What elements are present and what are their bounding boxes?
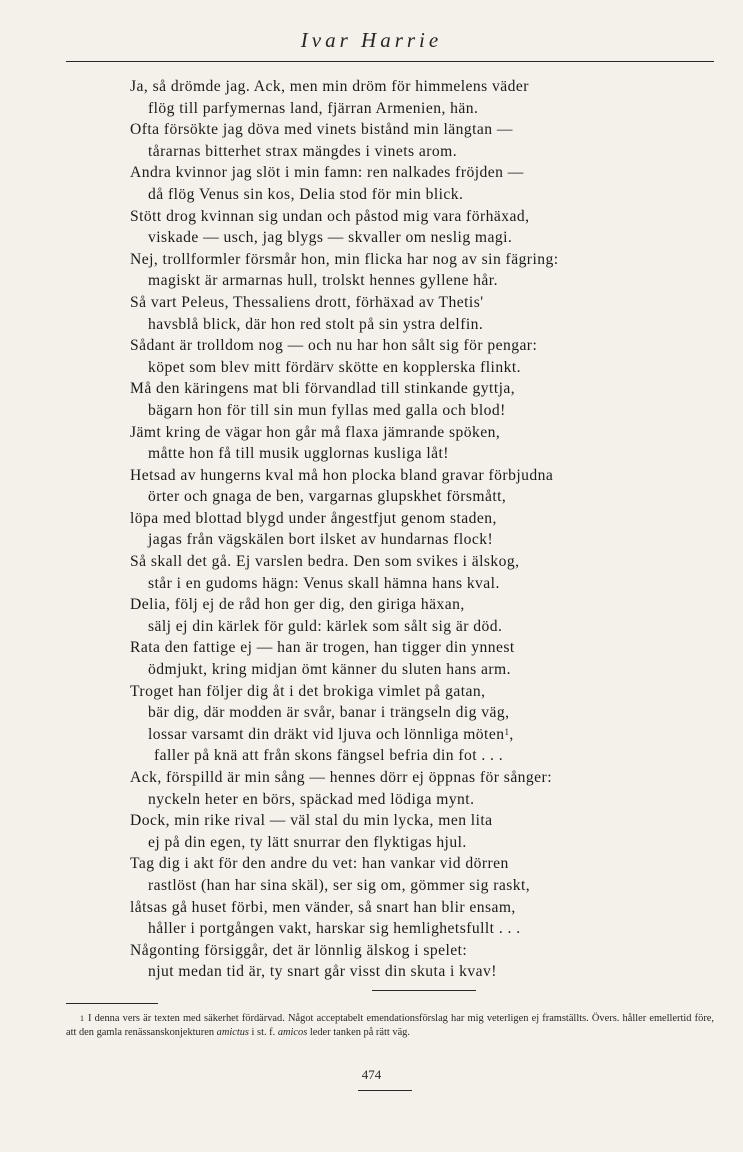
poem-line: flög till parfymernas land, fjärran Armenien, hän.: [148, 99, 479, 117]
footnote-text: i st. f.: [248, 1027, 278, 1038]
footnote-latin-term: amictus: [216, 1027, 249, 1038]
poem-line: Nej, trollformler försmår hon, min flicka har nog av sin fägring:: [130, 250, 559, 268]
poem-line: då flög Venus sin kos, Delia stod för min blick.: [148, 185, 464, 203]
poem: [130, 76, 690, 983]
poem-line: Ja, så drömde jag. Ack, men min dröm för himmelens väder: [130, 78, 529, 95]
poem-line: Stött drog kvinnan sig undan och påstod mig vara förhäxad,: [130, 207, 530, 225]
poem-line: måtte hon få till musik ugglornas kusliga låt!: [148, 445, 449, 463]
poem-line: står i en gudoms hägn: Venus skall hämna hans kval.: [148, 574, 500, 592]
poem-line: Rata den fattige ej — han är trogen, han tigger din ynnest: [130, 639, 515, 657]
page-number-rule: [358, 1090, 412, 1091]
poem-line: Ack, förspilld är min sång — hennes dörr ej öppnas för sånger:: [130, 769, 552, 786]
poem-line: Hetsad av hungerns kval må hon plocka bland gravar förbjudna: [130, 466, 554, 484]
poem-line: bär dig, där modden är svår, banar i trängseln dig väg,: [148, 704, 510, 722]
poem-line: låtsas gå huset förbi, men vänder, så snart han blir ensam,: [130, 898, 516, 916]
poem-line: faller på knä att från skons fängsel befria din fot . . .: [154, 747, 504, 765]
footnote-marker: 1: [80, 1014, 84, 1023]
footnote-latin-term: amicos: [277, 1027, 308, 1038]
poem-line: Så vart Peleus, Thessaliens drott, förhäxad av Thetis': [130, 293, 484, 311]
poem-line: Delia, följ ej de råd hon ger dig, den giriga häxan,: [130, 596, 465, 614]
poem-line: jagas från vägskälen bort ilsket av hundarnas flock!: [148, 531, 494, 549]
poem-line: bägarn hon för till sin mun fyllas med galla och blod!: [148, 401, 506, 419]
footnote-text: leder tanken på rätt väg.: [307, 1027, 410, 1038]
poem-line: ej på din egen, ty lätt snurrar den flyktigas hjul.: [148, 833, 467, 851]
poem-line: sälj ej din kärlek för guld: kärlek som sålt sig är död.: [148, 617, 503, 635]
poem-line-with-note: [130, 724, 690, 746]
poem-line: Ofta försökte jag döva med vinets bistånd min längtan —: [130, 121, 513, 139]
poem-line: Någonting försiggår, det är lönnlig älskog i spelet:: [130, 941, 468, 959]
poem-line: Tag dig i akt för den andre du vet: han vankar vid dörren: [130, 855, 509, 873]
poem-line: Troget han följer dig åt i det brokiga vimlet på gatan,: [130, 682, 486, 700]
poem-line: havsblå blick, där hon red stolt på sin ystra delfin.: [148, 315, 484, 333]
footnote-rule: [66, 1003, 158, 1004]
running-header: Ivar Harrie: [300, 28, 443, 52]
poem-line: Må den käringens mat bli förvandlad till stinkande gyttja,: [130, 380, 516, 398]
poem-line: Så skall det gå. Ej varslen bedra. Den som svikes i älskog,: [130, 553, 520, 571]
poem-line: rastlöst (han har sina skäl), ser sig om, gömmer sig raskt,: [148, 876, 531, 894]
poem-line-punctuation: ,: [509, 725, 514, 743]
poem-line: löpa med blottad blygd under ångestfjut genom staden,: [130, 509, 497, 527]
poem-line: viskade — usch, jag blygs — skvaller om neslig magi.: [148, 229, 513, 247]
page-number: 474: [361, 1067, 382, 1082]
poem-line: örter och gnaga de ben, vargarnas glupskhet försmått,: [148, 488, 507, 506]
header-rule: [66, 61, 714, 62]
poem-line: köpet som blev mitt fördärv skötte en kopplerska flinkt.: [148, 358, 521, 376]
footnote-reference: 1: [504, 726, 510, 737]
poem-line: Andra kvinnor jag slöt i min famn: ren nalkades fröjden —: [130, 164, 524, 182]
poem-line: Dock, min rike rival — väl stal du min lycka, men lita: [130, 812, 493, 830]
poem-line: tårarnas bitterhet strax mängdes i vinets arom.: [148, 142, 458, 160]
footnote-text: I denna vers är texten med säkerhet fördärvad. Något acceptabelt emendationsförslag har mig veterligen ej framställts. Övers. håller emellertid före, att den gamla renässanskonjekturen: [66, 1013, 714, 1038]
poem-line: magiskt är armarnas hull, trolskt hennes gyllene hår.: [148, 272, 498, 290]
poem-line: ödmjukt, kring midjan ömt känner du sluten hans arm.: [148, 661, 511, 679]
footnote: [66, 1012, 714, 1040]
poem-line: nyckeln heter en börs, späckad med lödiga mynt.: [148, 790, 475, 808]
poem-line: njut medan tid är, ty snart går visst din skuta i kvav!: [148, 963, 497, 981]
poem-end-rule: [372, 990, 476, 991]
poem-line: Sådant är trolldom nog — och nu har hon sålt sig för pengar:: [130, 337, 538, 355]
poem-line-text: lossar varsamt din dräkt vid ljuva och lönnliga möten: [148, 725, 505, 743]
poem-line: Jämt kring de vägar hon går må flaxa jämrande spöken,: [130, 423, 501, 441]
poem-line: håller i portgången vakt, harskar sig hemlighetsfullt . . .: [148, 920, 521, 938]
